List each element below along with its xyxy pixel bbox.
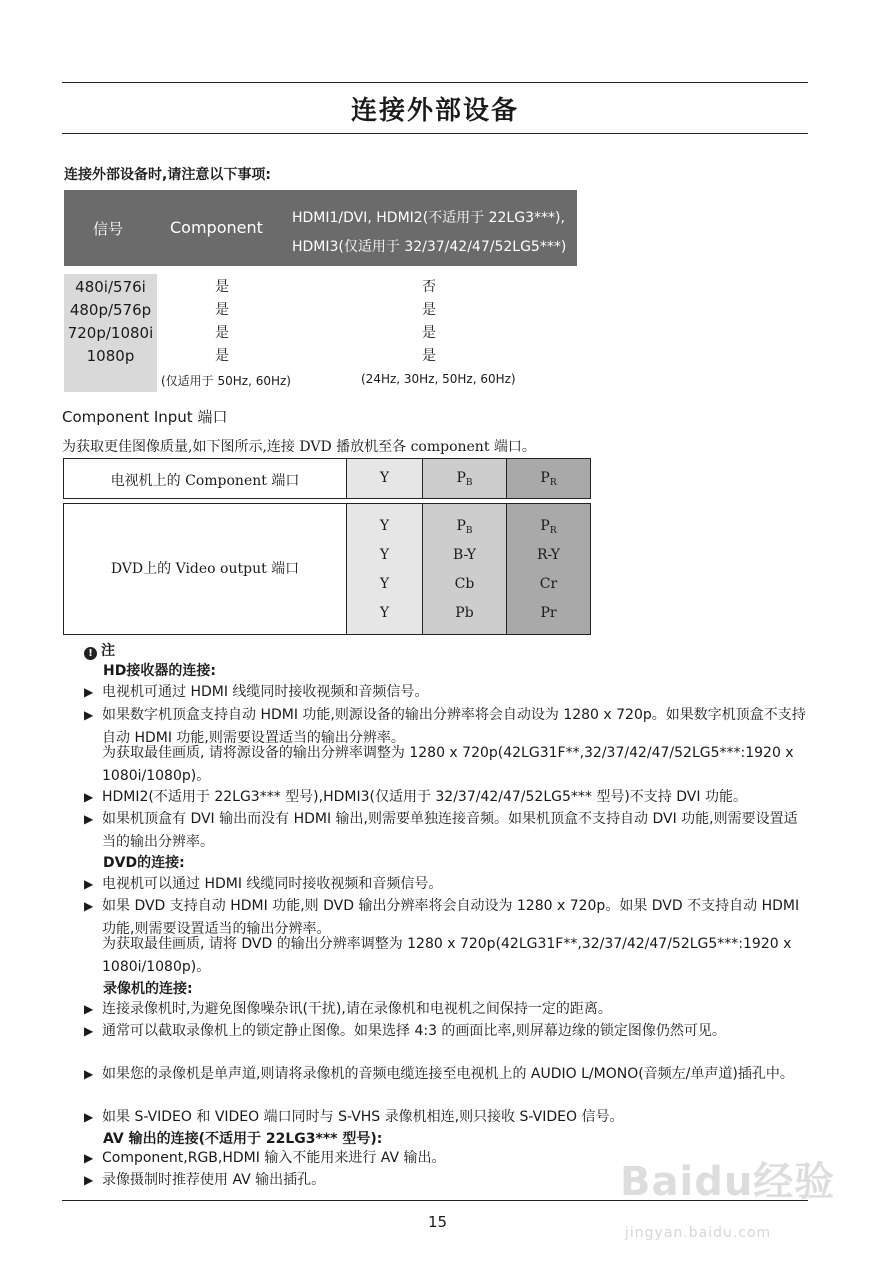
dvd-pr-3: Cr <box>539 576 558 592</box>
av-item-2: 录像摄制时推荐使用 AV 输出插孔。 <box>102 1172 326 1188</box>
bullet-arrow-icon: ▶ <box>84 685 94 699</box>
hd-item-5: 如果机顶盒有 DVI 输出而没有 HDMI 输出,则需要单独连接音频。如果机顶盒不支持自动 DVI 功能,则需要设置适当的输出分辨率。 <box>102 811 798 850</box>
note-heading <box>84 640 115 660</box>
list-item <box>84 873 810 896</box>
dvd-heading: DVD的连接: <box>103 855 185 871</box>
hd-item-2: 如果数字机顶盒支持自动 HDMI 功能,则源设备的输出分辨率将会自动设为 1280 x 720p。如果数字机顶盒不支持自动 HDMI 功能,则需要设置适当的输出分辨率。 <box>102 707 806 746</box>
dvd-port-label: DVD上的 Video output 端口 <box>110 561 300 577</box>
dvd-pr-letter: P <box>540 518 550 534</box>
dvd-pb-1 <box>423 512 506 541</box>
bullet-arrow-icon: ▶ <box>84 877 94 891</box>
list-item <box>84 1106 810 1129</box>
hdmi-cell: 是 <box>422 348 436 364</box>
page-title: 连接外部设备 <box>350 96 519 126</box>
list-item <box>84 742 810 788</box>
dvd-item-1: 电视机可以通过 HDMI 线缆同时接收视频和音频信号。 <box>102 876 443 892</box>
header-component: Component <box>170 218 263 237</box>
bullet-arrow-icon: ▶ <box>84 1173 94 1187</box>
exclamation-icon: ! <box>84 647 97 660</box>
hdmi-note: (24Hz, 30Hz, 50Hz, 60Hz) <box>361 372 516 386</box>
dvd-item-2: 如果 DVD 支持自动 HDMI 功能,则 DVD 输出分辨率将会自动设为 1280 x 720p。如果 DVD 不支持自动 HDMI 功能,则需要设置适当的输出分辨率。 <box>102 898 800 937</box>
dvd-pb-2: B-Y <box>453 547 476 563</box>
bullet-arrow-icon: ▶ <box>84 1002 94 1016</box>
dvd-pr-sub: R <box>549 526 557 536</box>
signal-cell: 480i/576i <box>75 278 146 296</box>
dvd-item-3: 为获取最佳画质, 请将 DVD 的输出分辨率调整为 1280 x 720p(42LG31F**,32/37/42/47/52LG5***:1920 x 1080i/1080p)。 <box>102 936 792 975</box>
note-label: 注 <box>101 643 115 659</box>
vcr-item-2: 通常可以截取录像机上的锁定静止图像。如果选择 4:3 的画面比率,则屏幕边缘的锁定图像仍然可见。 <box>102 1023 726 1039</box>
bullet-arrow-icon: ▶ <box>84 1024 94 1038</box>
header-hdmi <box>292 204 566 262</box>
component-cell: 是 <box>215 302 229 318</box>
tv-col-pb-sub: B <box>465 478 473 488</box>
dvd-pb-3: Cb <box>454 576 475 592</box>
bullet-arrow-icon: ▶ <box>84 1151 94 1165</box>
component-cell: 是 <box>215 325 229 341</box>
hdmi-cell: 否 <box>422 279 436 295</box>
dvd-col-pb <box>422 504 506 634</box>
tv-col-pr <box>506 459 590 498</box>
list-item <box>84 681 810 704</box>
watermark-logo: Baidu经验 <box>620 1159 836 1205</box>
hd-item-4: HDMI2(不适用于 22LG3*** 型号),HDMI3(仅适用于 32/37/42/47/52LG5*** 型号)不支持 DVI 功能。 <box>102 789 747 805</box>
tv-col-pr-letter: P <box>540 470 550 486</box>
top-rule <box>62 82 808 83</box>
signal-cell: 720p/1080i <box>67 324 154 342</box>
component-cell: 是 <box>215 348 229 364</box>
dvd-col-y <box>346 504 422 634</box>
bullet-arrow-icon: ▶ <box>84 1110 94 1124</box>
hdmi-cell: 是 <box>422 325 436 341</box>
vcr-item-1: 连接录像机时,为避免图像噪杂讯(干扰),请在录像机和电视机之间保持一定的距离。 <box>102 1001 612 1017</box>
bullet-arrow-icon: ▶ <box>84 812 94 826</box>
bullet-arrow-icon: ▶ <box>84 708 94 722</box>
component-cell: 是 <box>215 279 229 295</box>
av-heading: AV 输出的连接(不适用于 22LG3*** 型号): <box>103 1131 383 1147</box>
bullet-arrow-icon: ▶ <box>84 1067 94 1081</box>
component-port-description: 为获取更佳图像质量,如下图所示,连接 DVD 播放机至各 component 端口。 <box>62 439 536 455</box>
tv-col-y: Y <box>346 459 422 498</box>
dvd-col-pr <box>506 504 590 634</box>
tv-port-table <box>63 458 591 499</box>
signal-cell: 1080p <box>86 347 135 365</box>
vcr-item-3: 如果您的录像机是单声道,则请将录像机的音频电缆连接至电视机上的 AUDIO L/MONO(音频左/单声道)插孔中。 <box>102 1066 794 1082</box>
hd-item-3: 为获取最佳画质, 请将源设备的输出分辨率调整为 1280 x 720p(42LG31F**,32/37/42/47/52LG5***:1920 x 1080i/1080p)。 <box>102 745 794 784</box>
list-item <box>84 933 810 979</box>
hd-item-1: 电视机可通过 HDMI 线缆同时接收视频和音频信号。 <box>102 684 429 700</box>
intro-text: 连接外部设备时,请注意以下事项: <box>64 167 271 183</box>
component-note: (仅适用于 50Hz, 60Hz) <box>161 374 291 388</box>
hdmi-cell: 是 <box>422 302 436 318</box>
dvd-y-3: Y <box>379 576 390 592</box>
dvd-y-2: Y <box>379 547 390 563</box>
component-port-heading: Component Input 端口 <box>62 408 228 426</box>
dvd-pb-4: Pb <box>455 605 474 621</box>
signal-cell: 480p/576p <box>69 301 152 319</box>
bullet-arrow-icon: ▶ <box>84 899 94 913</box>
page-number: 15 <box>427 1213 448 1231</box>
header-signal: 信号 <box>92 220 123 238</box>
hd-heading: HD接收器的连接: <box>103 663 216 679</box>
tv-col-pr-sub: R <box>549 478 557 488</box>
list-item <box>84 1063 810 1086</box>
dvd-pb-sub: B <box>465 526 473 536</box>
dvd-y-4: Y <box>379 605 390 621</box>
tv-port-label: 电视机上的 Component 端口 <box>110 473 300 489</box>
signal-table-header <box>64 190 577 266</box>
bullet-arrow-icon: ▶ <box>84 790 94 804</box>
dvd-port-table <box>63 503 591 635</box>
list-item <box>84 786 810 809</box>
dvd-pr-1 <box>507 512 590 541</box>
av-item-1: Component,RGB,HDMI 输入不能用来进行 AV 输出。 <box>102 1150 446 1166</box>
dvd-pr-4: Pr <box>540 605 557 621</box>
vcr-item-4: 如果 S-VIDEO 和 VIDEO 端口同时与 S-VHS 录像机相连,则只接收 S-VIDEO 信号。 <box>102 1109 624 1125</box>
title-rule <box>62 133 808 134</box>
tv-col-pb <box>422 459 506 498</box>
dvd-pr-2: R-Y <box>537 547 560 563</box>
list-item <box>84 808 810 854</box>
header-hdmi-line2: HDMI3(仅适用于 32/37/42/47/52LG5***) <box>292 239 567 255</box>
watermark-url: jingyan.baidu.com <box>625 1225 772 1241</box>
vcr-heading: 录像机的连接: <box>103 981 193 997</box>
list-item <box>84 998 810 1021</box>
list-item <box>84 1020 810 1043</box>
dvd-y-1: Y <box>379 518 390 534</box>
header-hdmi-line1: HDMI1/DVI, HDMI2(不适用于 22LG3***), <box>292 210 565 226</box>
dvd-pb-letter: P <box>456 518 466 534</box>
tv-col-pb-letter: P <box>456 470 466 486</box>
